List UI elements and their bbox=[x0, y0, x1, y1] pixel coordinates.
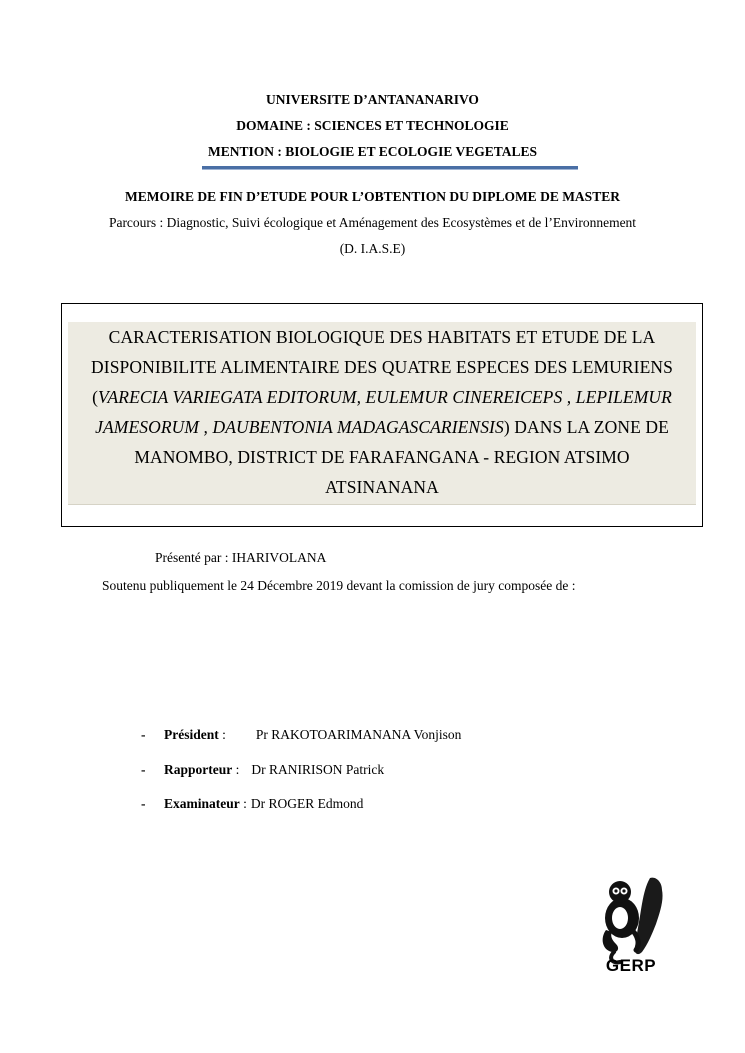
logo-label: GERP bbox=[605, 956, 657, 975]
mention-underline bbox=[202, 166, 578, 170]
jury-separator: : bbox=[218, 727, 226, 742]
jury-item-president bbox=[141, 727, 461, 743]
mention-line: MENTION : BIOLOGIE ET ECOLOGIE VEGETALES bbox=[208, 144, 537, 159]
title-species: VARECIA VARIEGATA EDITORUM, EULEMUR CINEREICEPS , LEPILEMUR JAMESORUM , DAUBENTONIA MADAGASCARIENSIS bbox=[95, 387, 672, 437]
jury-name: Dr RANIRISON Patrick bbox=[251, 762, 385, 777]
title-box bbox=[61, 303, 703, 527]
university-name: UNIVERSITE D’ANTANANARIVO bbox=[266, 92, 479, 107]
presented-by: Présenté par : IHARIVOLANA bbox=[155, 550, 327, 565]
domain-line: DOMAINE : SCIENCES ET TECHNOLOGIE bbox=[236, 118, 509, 133]
defense-statement: Soutenu publiquement le 24 Décembre 2019 devant la comission de jury composée de : bbox=[102, 578, 576, 593]
jury-separator: : bbox=[239, 796, 247, 811]
title-panel bbox=[68, 322, 696, 505]
jury-role: Président bbox=[164, 727, 219, 742]
jury-bullet: - bbox=[141, 762, 146, 777]
jury-role: Examinateur bbox=[164, 796, 240, 811]
jury-bullet: - bbox=[141, 796, 146, 811]
jury-name: Dr ROGER Edmond bbox=[250, 796, 364, 811]
jury-separator: : bbox=[232, 762, 240, 777]
thesis-title bbox=[78, 322, 686, 502]
parcours-acronym: (D. I.A.S.E) bbox=[339, 241, 406, 256]
jury-name: Pr RAKOTOARIMANANA Vonjison bbox=[255, 727, 462, 742]
jury-item-rapporteur bbox=[141, 762, 384, 778]
parcours-line: Parcours : Diagnostic, Suivi écologique et Aménagement des Ecosystèmes et de l’Environnement bbox=[108, 215, 637, 230]
jury-bullet: - bbox=[141, 727, 146, 742]
jury-item-examinateur bbox=[141, 796, 363, 812]
jury-role: Rapporteur bbox=[164, 762, 233, 777]
memoire-heading: MEMOIRE DE FIN D’ETUDE POUR L’OBTENTION DU DIPLOME DE MASTER bbox=[125, 189, 620, 204]
title-part-2: ) DANS LA ZONE DE MANOMBO, DISTRICT DE FARAFANGANA - REGION ATSIMO ATSINANANA bbox=[134, 417, 669, 497]
title-part-1: CARACTERISATION BIOLOGIQUE DES HABITATS ET ETUDE DE LA DISPONIBILITE ALIMENTAIRE DES QUATRE ESPECES DES LEMURIENS ( bbox=[91, 327, 673, 407]
